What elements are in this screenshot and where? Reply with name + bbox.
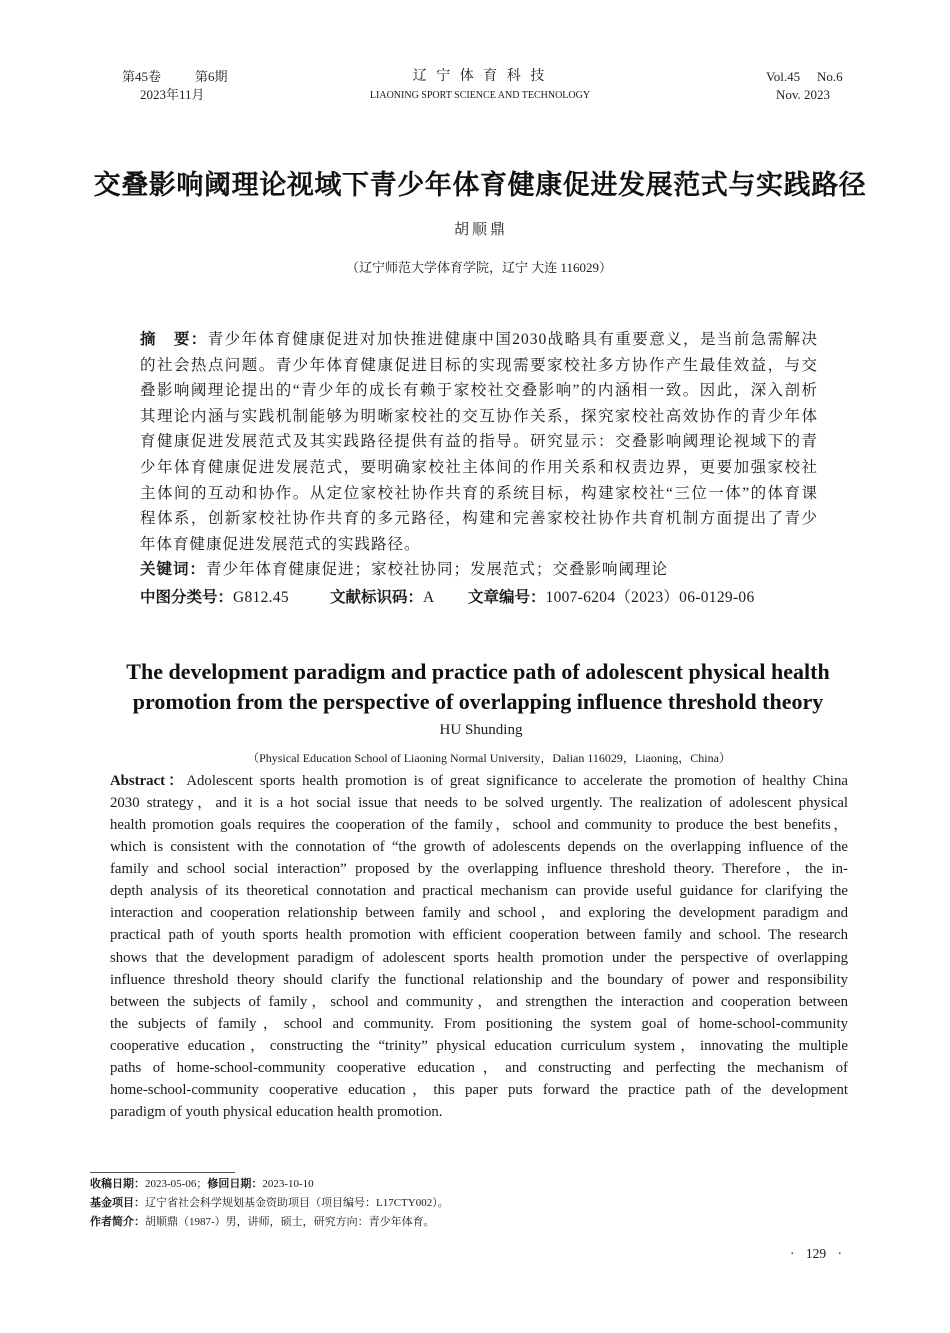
- header-issue-cn: 第6期: [195, 69, 228, 84]
- abstract-cn: [140, 327, 818, 557]
- abstract-cn-line: 的社会热点问题。青少年体育健康促进目标的实现需要家校社多方协作产生最佳效益，与交: [140, 356, 818, 374]
- abstract-cn-line: 少年体育健康促进发展范式，要明确家校社主体间的作用关系和权责边界，更要加强家校社: [140, 458, 818, 476]
- abstract-cn-line: 其理论内涵与实践机制能够为明晰家校社的交互协作关系，探究家校社高效协作的青少年体: [140, 407, 818, 425]
- abstract-en-line: cooperative education，constructing the “trinity” physical education curriculum system，innovating the multiple: [110, 1037, 848, 1054]
- abstract-en-line: home-school-community cooperative education，this paper puts forward the practice path of the development: [110, 1081, 848, 1098]
- bio-text: 胡顺鼎（1987-）男，讲师，硕士，研究方向：青少年体育。: [145, 1216, 435, 1228]
- abstract-en-line: influence threshold theory should clarify the functional relationship and the boundary of power and responsibility: [110, 971, 848, 988]
- abstract-en-line: family and school social interaction” proposed by the overlapping influence threshold theory. Therefore，the in-: [110, 861, 848, 878]
- abstract-en-line: 2030 strategy，and it is a hot social issue that needs to be solved urgently. The realization of adolescent physical: [110, 795, 848, 812]
- clc-label: 中图分类号：: [140, 589, 234, 606]
- keywords-text: 青少年体育健康促进；家校社协同；发展范式；交叠影响阈理论: [206, 561, 669, 578]
- clc-value: G812.45: [233, 589, 289, 606]
- journal-name-en: LIAONING SPORT SCIENCE AND TECHNOLOGY: [369, 90, 591, 101]
- abstract-cn-line: 年体育健康促进发展范式的实践路径。: [140, 535, 421, 553]
- article-number: [468, 585, 755, 611]
- abstract-en: [110, 770, 848, 1123]
- article-number-label: 文章编号：: [468, 589, 546, 606]
- document-code-value: A: [423, 589, 435, 606]
- abstract-cn-line: 主体间的互动和协作。从定位家校社协作共育的系统目标，构建家校社“三位一体”的体育课: [140, 484, 818, 502]
- paper-title-en: [38, 657, 918, 717]
- footnotes: [90, 1175, 449, 1232]
- abstract-en-line: which is consistent with the connotation of “the growth of adolescents depends on the overlapping influence of the: [110, 839, 848, 856]
- abstract-cn-line: 育健康促进发展范式及其实践路径提供有益的指导。研究显示：交叠影响阈理论视域下的青: [140, 433, 818, 451]
- header-issue-en: No.6: [817, 69, 843, 84]
- header-date-en: Nov. 2023: [776, 87, 831, 102]
- keywords-cn: [140, 557, 818, 583]
- page-number: · 129 ·: [790, 1246, 842, 1261]
- abstract-en-line-text: Adolescent sports health promotion is of great significance to accelerate the promotion of healthy China: [186, 773, 848, 789]
- revised-label: 修回日期：: [207, 1178, 263, 1190]
- abstract-en-line: depth analysis of its theoretical connotation and practical mechanism can provide useful guidance for clarifying the: [110, 883, 848, 900]
- abstract-en-line: between the subjects of family，school and community，and strengthen the interaction and cooperation between: [110, 993, 848, 1010]
- received-label: 收稿日期：: [90, 1178, 145, 1190]
- header-volume-cn: 第45卷: [122, 69, 162, 84]
- abstract-cn-label: 摘 要：: [140, 331, 208, 348]
- paper-title-cn: 交叠影响阈理论视域下青少年体育健康促进发展范式与实践路径: [93, 170, 867, 200]
- article-number-value: 1007-6204（2023）06-0129-06: [545, 589, 755, 606]
- affiliation-en: （Physical Education School of Liaoning Normal University，Dalian 116029，Liaoning，China）: [247, 751, 731, 765]
- author-name-en: HU Shunding: [439, 722, 523, 738]
- abstract-en-line: [110, 770, 848, 792]
- footnote-author-bio: [90, 1213, 449, 1232]
- abstract-en-line: shows that the development paradigm of adolescent sports health promotion under the perspective of overlapping: [110, 949, 848, 966]
- abstract-en-line: health promotion goals requires the cooperation of the family，school and community to produce the best benefits，: [110, 817, 848, 834]
- paper-title-en-line: The development paradigm and practice path of adolescent physical health: [126, 659, 830, 684]
- footnote-divider: [90, 1172, 235, 1173]
- abstract-cn-line: 叠影响阈理论提出的“青少年的成长有赖于家校社交叠影响”的内涵相一致。因此，深入剖析: [140, 382, 818, 400]
- clc-number: [140, 585, 289, 611]
- document-code: [330, 585, 435, 611]
- keywords-label: 关键词：: [140, 561, 207, 578]
- fund-text: 辽宁省社会科学规划基金资助项目（项目编号：L17CTY002）。: [145, 1197, 449, 1209]
- abstract-en-line: the subjects of family，school and community. From positioning the system goal of home-school-community: [110, 1015, 848, 1032]
- affiliation-cn: （辽宁师范大学体育学院，辽宁 大连 116029）: [345, 260, 613, 275]
- document-code-label: 文献标识码：: [330, 589, 424, 606]
- footnote-fund: [90, 1194, 449, 1213]
- abstract-en-line: paradigm of youth physical education health promotion.: [110, 1103, 443, 1120]
- bio-label: 作者简介：: [90, 1216, 145, 1228]
- abstract-cn-line-text: 青少年体育健康促进对加快推进健康中国2030战略具有重要意义，是当前急需解决: [207, 331, 818, 348]
- fund-label: 基金项目：: [90, 1197, 145, 1209]
- header-date-cn: 2023年11月: [140, 87, 205, 102]
- abstract-en-line: practical path of youth sports health promotion with efficient cooperation between family and school. The research: [110, 927, 848, 944]
- abstract-en-label: Abstract：: [110, 773, 187, 789]
- paper-title-en-line: promotion from the perspective of overlapping influence threshold theory: [132, 689, 824, 714]
- header-volume-en: Vol.45: [766, 69, 801, 84]
- abstract-en-line: interaction and cooperation relationship between family and school，and exploring the development paradigm and: [110, 905, 848, 922]
- abstract-cn-line: [140, 327, 818, 353]
- abstract-en-line: paths of home-school-community cooperative education，and constructing and perfecting the mechanism of: [110, 1059, 848, 1076]
- journal-name-cn: 辽 宁 体 育 科 技: [412, 69, 548, 84]
- footnote-dates: [90, 1175, 449, 1194]
- revised-date: 2023-10-10: [262, 1178, 314, 1190]
- abstract-cn-line: 程体系，创新家校社协作共育的多元路径，构建和完善家校社协作共育机制方面提出了青少: [140, 510, 818, 528]
- received-date: 2023-05-06；: [145, 1178, 208, 1190]
- author-name-cn: 胡顺鼎: [453, 222, 508, 238]
